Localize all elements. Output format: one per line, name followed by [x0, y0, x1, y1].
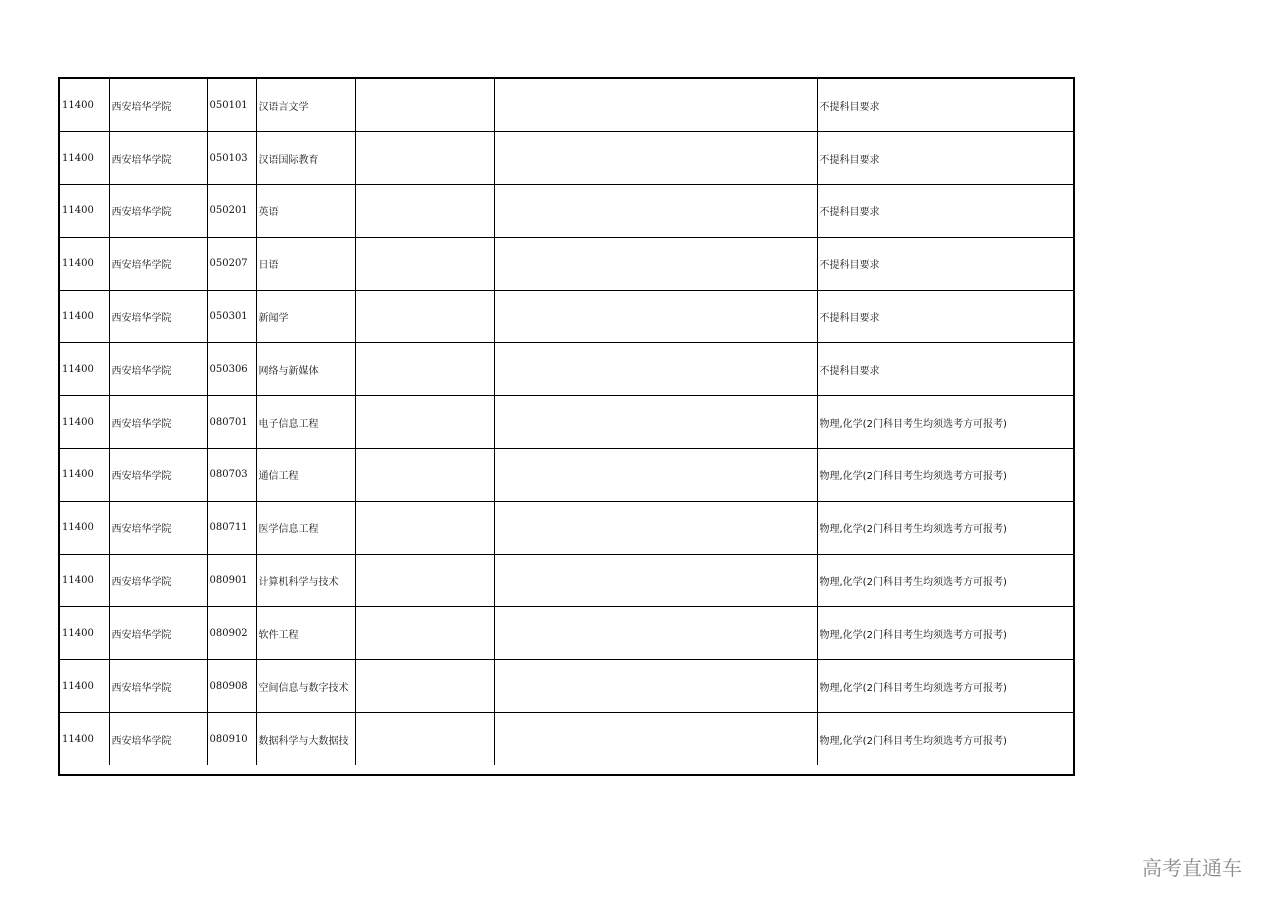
major-code-cell: 080711 [207, 501, 256, 554]
empty-cell-5 [355, 607, 494, 660]
school-name-cell: 西安培华学院 [109, 554, 207, 607]
school-code-cell: 11400 [60, 185, 109, 238]
empty-cell-6 [494, 185, 817, 238]
subject-requirement-cell: 不提科目要求 [817, 132, 1075, 185]
table-row [60, 79, 1075, 132]
empty-cell-5 [355, 396, 494, 449]
major-code-cell: 050301 [207, 290, 256, 343]
major-code-cell: 050101 [207, 79, 256, 132]
subject-requirement-cell: 物理,化学(2门科目考生均须选考方可报考) [817, 660, 1075, 713]
subject-requirement-cell: 物理,化学(2门科目考生均须选考方可报考) [817, 501, 1075, 554]
empty-cell-6 [494, 79, 817, 132]
subject-requirement-cell: 不提科目要求 [817, 185, 1075, 238]
major-code-cell: 080701 [207, 396, 256, 449]
data-table-frame [58, 77, 1075, 776]
school-code-cell: 11400 [60, 396, 109, 449]
major-name-cell: 英语 [256, 185, 355, 238]
subject-requirement-cell: 不提科目要求 [817, 290, 1075, 343]
table-row [60, 132, 1075, 185]
empty-cell-5 [355, 501, 494, 554]
empty-cell-5 [355, 713, 494, 766]
empty-cell-5 [355, 185, 494, 238]
school-name-cell: 西安培华学院 [109, 237, 207, 290]
empty-cell-6 [494, 713, 817, 766]
table-row [60, 554, 1075, 607]
empty-cell-6 [494, 343, 817, 396]
major-name-cell: 汉语国际教育 [256, 132, 355, 185]
school-name-cell: 西安培华学院 [109, 396, 207, 449]
school-name-cell: 西安培华学院 [109, 343, 207, 396]
major-name-cell: 日语 [256, 237, 355, 290]
subject-requirement-cell: 不提科目要求 [817, 343, 1075, 396]
empty-cell-6 [494, 237, 817, 290]
major-name-cell: 通信工程 [256, 449, 355, 502]
empty-cell-5 [355, 660, 494, 713]
table-row [60, 449, 1075, 502]
empty-cell-5 [355, 554, 494, 607]
table-body [60, 79, 1075, 765]
major-name-cell: 汉语言文学 [256, 79, 355, 132]
school-code-cell: 11400 [60, 713, 109, 766]
major-code-cell: 080902 [207, 607, 256, 660]
data-table [60, 79, 1075, 765]
table-row [60, 396, 1075, 449]
table-row [60, 185, 1075, 238]
school-code-cell: 11400 [60, 449, 109, 502]
empty-cell-5 [355, 449, 494, 502]
school-code-cell: 11400 [60, 237, 109, 290]
major-name-cell: 计算机科学与技术 [256, 554, 355, 607]
school-name-cell: 西安培华学院 [109, 185, 207, 238]
school-name-cell: 西安培华学院 [109, 449, 207, 502]
empty-cell-6 [494, 554, 817, 607]
subject-requirement-cell: 不提科目要求 [817, 79, 1075, 132]
major-name-cell: 新闻学 [256, 290, 355, 343]
major-name-cell: 软件工程 [256, 607, 355, 660]
table-row [60, 607, 1075, 660]
empty-cell-5 [355, 79, 494, 132]
empty-cell-5 [355, 343, 494, 396]
school-code-cell: 11400 [60, 79, 109, 132]
major-name-cell: 网络与新媒体 [256, 343, 355, 396]
school-name-cell: 西安培华学院 [109, 607, 207, 660]
major-code-cell: 050201 [207, 185, 256, 238]
major-name-cell: 医学信息工程 [256, 501, 355, 554]
empty-cell-6 [494, 501, 817, 554]
empty-cell-5 [355, 290, 494, 343]
empty-cell-6 [494, 290, 817, 343]
subject-requirement-cell: 物理,化学(2门科目考生均须选考方可报考) [817, 449, 1075, 502]
school-code-cell: 11400 [60, 660, 109, 713]
school-name-cell: 西安培华学院 [109, 713, 207, 766]
major-code-cell: 080908 [207, 660, 256, 713]
school-name-cell: 西安培华学院 [109, 660, 207, 713]
major-code-cell: 050306 [207, 343, 256, 396]
empty-cell-6 [494, 396, 817, 449]
empty-cell-5 [355, 237, 494, 290]
major-code-cell: 080901 [207, 554, 256, 607]
empty-cell-6 [494, 660, 817, 713]
major-code-cell: 080910 [207, 713, 256, 766]
table-row [60, 237, 1075, 290]
table-row [60, 501, 1075, 554]
subject-requirement-cell: 物理,化学(2门科目考生均须选考方可报考) [817, 713, 1075, 766]
school-name-cell: 西安培华学院 [109, 290, 207, 343]
empty-cell-6 [494, 132, 817, 185]
table-row [60, 290, 1075, 343]
table-row [60, 343, 1075, 396]
school-code-cell: 11400 [60, 290, 109, 343]
school-code-cell: 11400 [60, 607, 109, 660]
watermark-text: 高考直通车 [1142, 856, 1242, 880]
major-code-cell: 080703 [207, 449, 256, 502]
major-code-cell: 050103 [207, 132, 256, 185]
table-row [60, 660, 1075, 713]
school-name-cell: 西安培华学院 [109, 501, 207, 554]
school-code-cell: 11400 [60, 554, 109, 607]
subject-requirement-cell: 不提科目要求 [817, 237, 1075, 290]
empty-cell-6 [494, 607, 817, 660]
major-name-cell: 电子信息工程 [256, 396, 355, 449]
subject-requirement-cell: 物理,化学(2门科目考生均须选考方可报考) [817, 554, 1075, 607]
subject-requirement-cell: 物理,化学(2门科目考生均须选考方可报考) [817, 396, 1075, 449]
major-code-cell: 050207 [207, 237, 256, 290]
major-name-cell: 空间信息与数字技术 [256, 660, 355, 713]
school-name-cell: 西安培华学院 [109, 79, 207, 132]
empty-cell-6 [494, 449, 817, 502]
school-code-cell: 11400 [60, 132, 109, 185]
table-row [60, 713, 1075, 766]
school-name-cell: 西安培华学院 [109, 132, 207, 185]
school-code-cell: 11400 [60, 343, 109, 396]
empty-cell-5 [355, 132, 494, 185]
school-code-cell: 11400 [60, 501, 109, 554]
major-name-cell: 数据科学与大数据技 [256, 713, 355, 766]
subject-requirement-cell: 物理,化学(2门科目考生均须选考方可报考) [817, 607, 1075, 660]
